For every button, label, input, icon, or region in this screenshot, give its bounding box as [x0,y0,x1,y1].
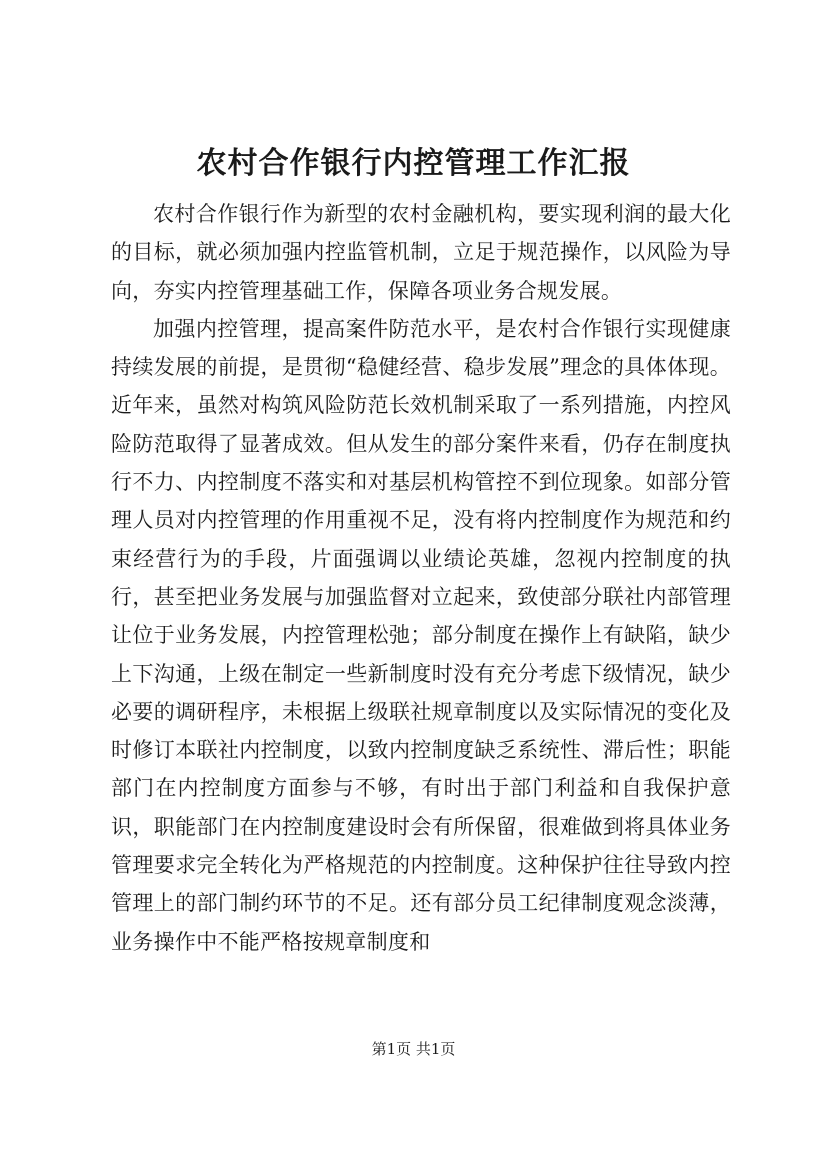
document-title: 农村合作银行内控管理工作汇报 [196,146,631,181]
document-body [111,195,731,961]
paragraph: 加强内控管理，提高案件防范水平，是农村合作银行实现健康持续发展的前提，是贯彻“稳健经营、稳步发展”理念的具体体现。近年来，虽然对构筑风险防范长效机制采取了一系列措施，内控风险防范取得了显著成效。但从发生的部分案件来看，仍存在制度执行不力、内控制度不落实和对基层机构管控不到位现象。如部分管理人员对内控管理的作用重视不足，没有将内控制度作为规范和约束经营行为的手段，片面强调以业绩论英雄，忽视内控制度的执行，甚至把业务发展与加强监督对立起来，致使部分联社内部管理让位于业务发展，内控管理松弛；部分制度在操作上有缺陷，缺少上下沟通，上级在制定一些新制度时没有充分考虑下级情况，缺少必要的调研程序，未根据上级联社规章制度以及实际情况的变化及时修订本联社内控制度，以致内控制度缺乏系统性、滞后性；职能部门在内控制度方面参与不够，有时出于部门利益和自我保护意识，职能部门在内控制度建设时会有所保留，很难做到将具体业务管理要求完全转化为严格规范的内控制度。这种保护往往导致内控管理上的部门制约环节的不足。还有部分员工纪律制度观念淡薄，业务操作中不能严格按规章制度和 [111,316,731,954]
page-footer: 第1页 共1页 [371,1040,456,1058]
paragraph: 农村合作银行作为新型的农村金融机构，要实现利润的最大化的目标，就必须加强内控监管机制，立足于规范操作，以风险为导向，夯实内控管理基础工作，保障各项业务合规发展。 [111,202,731,303]
